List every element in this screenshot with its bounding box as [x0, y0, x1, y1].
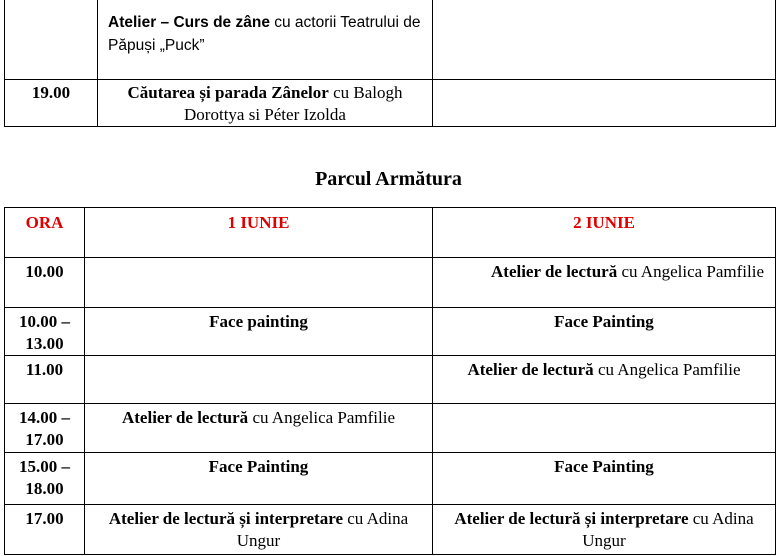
event-title: Face Painting	[554, 457, 654, 476]
table-row	[5, 0, 776, 80]
table-row	[5, 258, 776, 308]
event-title: Atelier de lectură	[491, 262, 618, 281]
table-row	[5, 453, 776, 505]
event-detail: cu Adina Ungur	[582, 509, 754, 550]
table-row	[5, 308, 776, 356]
time-cell: 15.00 – 18.00	[5, 453, 85, 505]
time-cell: 10.00 – 13.00	[5, 308, 85, 356]
event-cell-day2	[433, 0, 776, 80]
event-detail: cu Balogh Dorottya si Péter Izolda	[184, 83, 403, 124]
event-detail: cu Adina Ungur	[236, 509, 409, 550]
event-cell-day2	[433, 404, 776, 453]
event-title: Atelier de lectură	[467, 360, 594, 379]
event-title: Atelier de lectură și interpretare	[454, 509, 689, 528]
time-cell: 10.00	[5, 258, 85, 308]
event-cell-day2	[433, 356, 776, 404]
header-day2: 2 IUNIE	[433, 208, 776, 258]
event-title: Face Painting	[554, 312, 654, 331]
time-cell: 19.00	[5, 80, 98, 127]
event-cell-day1	[85, 356, 433, 404]
event-title: Căutarea și parada Zânelor	[127, 83, 329, 102]
event-detail: cu Angelica Pamfilie	[248, 408, 396, 427]
event-detail: cu actorii Teatrului de Păpuși „Puck”	[108, 14, 421, 54]
event-title: Face painting	[209, 312, 308, 331]
event-cell-day2	[433, 453, 776, 505]
top-schedule-table	[4, 0, 776, 127]
event-title: Atelier de lectură și interpretare	[108, 509, 343, 528]
event-title: Atelier – Curs de zâne	[108, 14, 270, 31]
section-title: Parcul Armătura	[315, 168, 462, 190]
header-day1: 1 IUNIE	[85, 208, 433, 258]
table-row	[5, 80, 776, 127]
table-row	[5, 404, 776, 453]
time-cell: 17.00	[5, 505, 85, 555]
event-cell-day1	[85, 308, 433, 356]
event-cell-day1	[85, 258, 433, 308]
event-cell	[98, 0, 433, 80]
event-cell-day2	[433, 505, 776, 555]
table-row	[5, 505, 776, 555]
time-cell	[5, 0, 98, 80]
time-cell: 11.00	[5, 356, 85, 404]
event-title: Face Painting	[208, 457, 309, 476]
event-cell-day2	[433, 308, 776, 356]
header-row	[5, 208, 776, 258]
table-row	[5, 356, 776, 404]
park-schedule-table	[4, 207, 776, 555]
event-cell-day2	[433, 258, 776, 308]
event-cell-day1	[85, 453, 433, 505]
event-detail: cu Angelica Pamfilie	[593, 360, 741, 379]
event-cell	[98, 80, 433, 127]
event-cell-day1	[85, 505, 433, 555]
header-time: ORA	[5, 208, 85, 258]
event-title: Atelier de lectură	[121, 408, 249, 427]
event-detail: cu Angelica Pamfilie	[617, 262, 765, 281]
event-cell-day1	[85, 404, 433, 453]
time-cell: 14.00 – 17.00	[5, 404, 85, 453]
event-cell-day2	[433, 80, 776, 127]
